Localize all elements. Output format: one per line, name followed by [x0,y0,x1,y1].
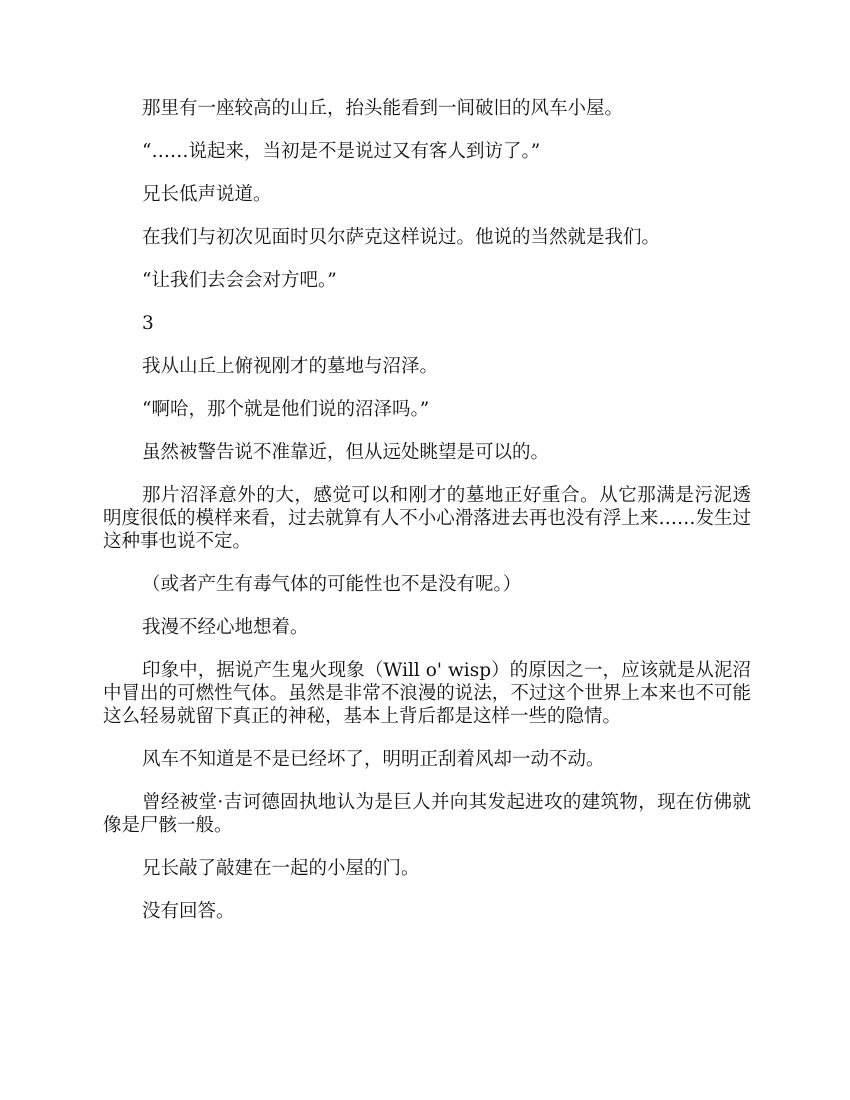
paragraph: 在我们与初次见面时贝尔萨克这样说过。他说的当然就是我们。 [142,227,661,248]
paragraph: 我从山丘上俯视刚才的墓地与沼泽。 [142,356,439,377]
paragraph: 那里有一座较高的山丘，抬头能看到一间破旧的风车小屋。 [142,98,624,119]
paragraph: “啊哈，那个就是他们说的沼泽吗。” [142,399,430,420]
paragraph: 曾经被堂·吉诃德固执地认为是巨人并向其发起进攻的建筑物，现在仿佛就像是尸骸一般。 [103,792,751,836]
document-body [103,97,751,923]
paragraph: “让我们去会会对方吧。” [142,270,337,291]
paragraph: 兄长敲了敲建在一起的小屋的门。 [142,858,420,879]
paragraph: 风车不知道是不是已经坏了，明明正刮着风却一动不动。 [142,749,605,770]
paragraph: 没有回答。 [142,901,235,922]
section-number: 3 [142,313,154,334]
paragraph: 我漫不经心地想着。 [142,617,309,638]
paragraph: （或者产生有毒气体的可能性也不是没有呢。） [142,574,522,595]
paragraph: “……说起来，当初是不是说过又有客人到访了。” [142,141,541,162]
paragraph: 兄长低声说道。 [142,184,272,205]
paragraph: 印象中，据说产生鬼火现象（Will o' wisp）的原因之一，应该就是从泥沼中冒出的可燃性气体。虽然是非常不浪漫的说法，不过这个世界上本来也不可能这么轻易就留下真正的神秘，基本上背后都是这样一些的隐情。 [103,660,751,727]
paragraph: 虽然被警告说不准靠近，但从远处眺望是可以的。 [142,442,550,463]
paragraph: 那片沼泽意外的大，感觉可以和刚才的墓地正好重合。从它那满是污泥透明度很低的模样来看，过去就算有人不小心滑落进去再也没有浮上来……发生过这种事也说不定。 [103,485,751,552]
